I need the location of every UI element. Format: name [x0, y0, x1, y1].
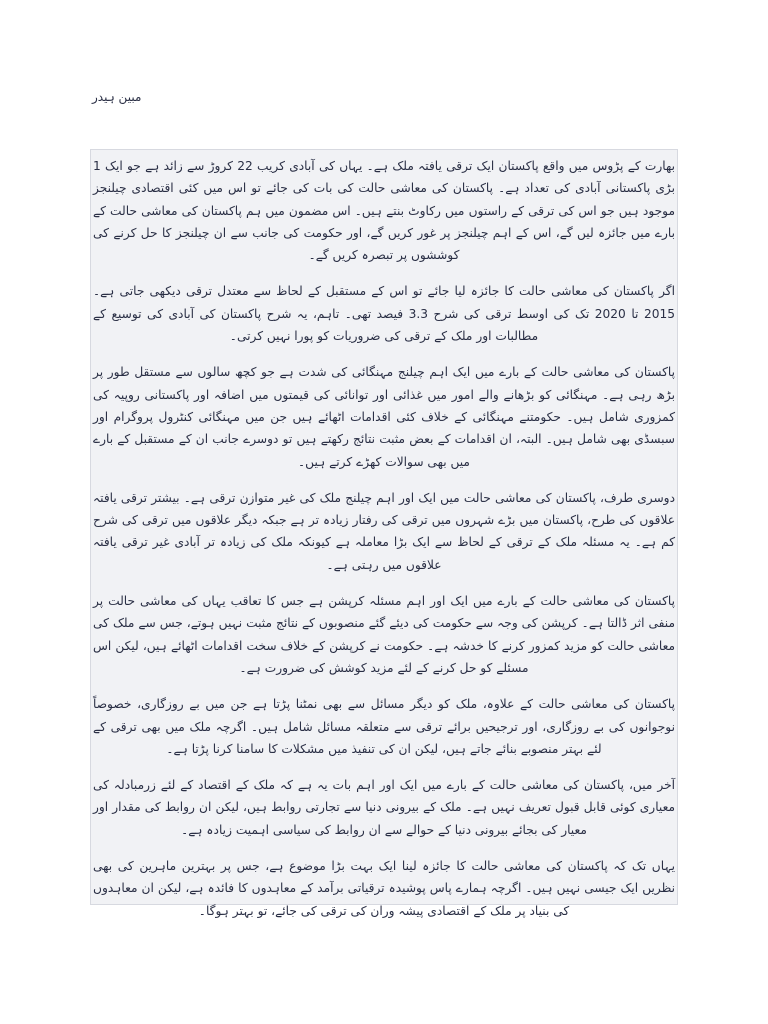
paragraph: پاکستان کی معاشی حالت کے بارے میں ایک اہم چیلنج مہنگائی کی شدت ہے جو کچھ سالوں سے مستقل طور پر بڑھ رہی ہے۔ مہنگائی کو بڑھانے والے امور میں غذائی اور توانائی کی قیمتوں میں اضافہ اور پاکستانی روپیہ کی کمزوری شامل ہیں۔ حکومتنے مہنگائی کے خلاف کئی اقدامات اٹھائے ہیں جن میں مہنگائی کنٹرول پروگرام اور سبسڈی بھی شامل ہیں۔ البتہ، ان اقدامات کے بعض مثبت نتائج رکھتے ہیں تو دوسرے جانب ان کے مستقبل کے بارے میں بھی سوالات کھڑے کرتے ہیں۔	[93, 365, 675, 469]
paragraph: پاکستان کی معاشی حالت کے بارے میں ایک اور اہم مسئلہ کرپشن ہے جس کا تعاقب یہاں کی معاشی حالت پر منفی اثر ڈالتا ہے۔ کرپشن کی وجہ سے حکومت کی دیئے گئے منصوبوں کے نتائج مثبت نہیں ہوتے، جس سے ملک کی معاشی حالت کو مزید کمزور کرنے کا خدشہ ہے۔ حکومت نے کرپشن کے خلاف سخت اقدامات اٹھائے ہیں، لیکن اس مسئلے کو حل کرنے کے لئے مزید کوشش کی ضرورت ہے۔	[93, 594, 675, 675]
paragraph: آخر میں، پاکستان کی معاشی حالت کے بارے میں ایک اور اہم بات یہ ہے کہ ملک کے اقتصاد کے لئے زرمبادلہ کی معیاری کوئی قابل قبول تعریف نہیں ہے۔ ملک کے بیرونی دنیا سے تجارتی روابط ہیں، لیکن ان روابط کی مقدار اور معیار کی بجائے بیرونی دنیا کے حوالے سے ان روابط کی سیاسی اہمیت زیادہ ہے۔	[93, 778, 675, 837]
author-name: مبین ہیدر	[92, 90, 142, 104]
article-body	[90, 149, 678, 918]
paragraph: بھارت کے پڑوس میں واقع پاکستان ایک ترقی یافتہ ملک ہے۔ یہاں کی آبادی کریب 22 کروڑ سے زائد ہے جو ایک 1 بڑی پاکستانی آبادی کی تعداد ہے۔ پاکستان کی معاشی حالت کی بات کی جائے تو اس میں کئی اقتصادی چیلنجز موجود ہیں جو اس کی ترقی کے راستوں میں رکاوٹ بنتے ہیں۔ اس مضمون میں ہم پاکستان کی معاشی حالت کے بارے میں جائزہ لیں گے، اس کے اہم چیلنجز پر غور کریں گے، اور حکومت کی جانب سے ان چیلنجز کا حل کرنے کی کوششوں پر تبصرہ کریں گے۔	[93, 159, 675, 263]
paragraph: یہاں تک کہ پاکستان کی معاشی حالت کا جائزہ لینا ایک بہت بڑا موضوع ہے، جس پر بہترین ماہرین کی بھی نظریں ایک جیسی نہیں ہیں۔ اگرچہ ہمارے پاس پوشیدہ ترقیاتی برآمد کے معاہدوں کا فائدہ ہے، لیکن ان معاہدوں کی بنیاد پر ملک کے اقتصادی پیشہ وران کی ترقی کی جائے، تو بہتر ہوگا۔	[93, 859, 675, 918]
paragraph: اگر پاکستان کی معاشی حالت کا جائزہ لیا جائے تو اس کے مستقبل کے لحاظ سے معتدل ترقی دیکھی جاتی ہے۔ 2015 تا 2020 تک کی اوسط ترقی کی شرح 3.3 فیصد تھی۔ تاہم، یہ شرح پاکستان کی آبادی کی توسیع کے مطالبات اور ملک کے ترقی کی ضروریات کو پورا نہیں کرتی۔	[93, 284, 675, 344]
paragraph: دوسری طرف، پاکستان کی معاشی حالت میں ایک اور اہم چیلنج ملک کی غیر متوازن ترقی ہے۔ بیشتر ترقی یافتہ علاقوں کی طرح، پاکستان میں بڑے شہروں میں ترقی کی رفتار زیادہ تر ہے جبکہ دیگر علاقوں میں ترقی کی شرح کم ہے۔ یہ مسئلہ ملک کے ترقی کے لحاظ سے ایک بڑا معاملہ ہے کیونکہ ملک کی زیادہ تر آبادی غیر ترقی یافتہ علاقوں میں رہتی ہے۔	[93, 490, 675, 572]
paragraph: پاکستان کی معاشی حالت کے علاوہ، ملک کو دیگر مسائل سے بھی نمٹنا پڑتا ہے جن میں بے روزگاری، خصوصاً نوجوانوں کی بے روزگاری، اور ترجیحیں برائے ترقی سے متعلقہ مسائل شامل ہیں۔ اگرچہ ملک میں بھی ترقی کے لئے بہتر منصوبے بنائے جاتے ہیں، لیکن ان کی تنفیذ میں مشکلات کا سامنا کرنا پڑتا ہے۔	[93, 697, 675, 756]
